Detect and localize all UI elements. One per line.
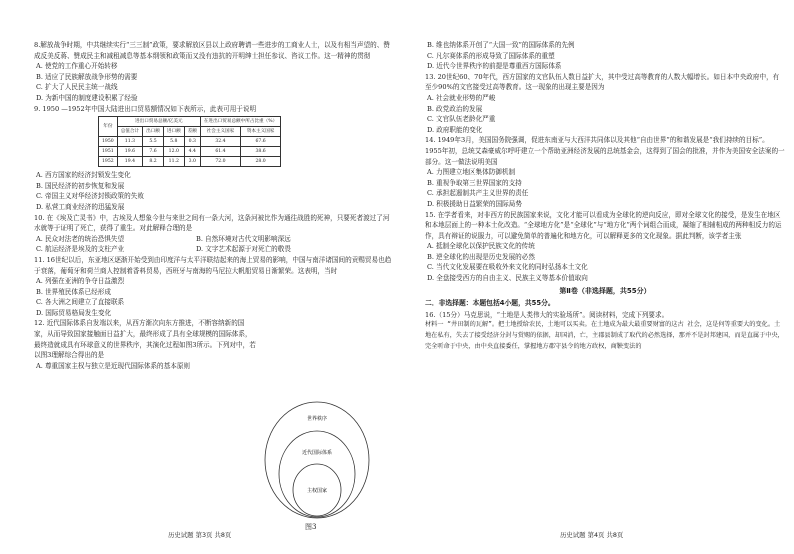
table-cell: 72.0	[200, 157, 240, 167]
question-15-stem: 15. 在学者看来，对非西方的民族国家来说，文化才能可以看成为全球化的逆向反应，即对全球文化的接受，是发生在地区和本地层面上的一种本土化改造。“全球地方化”是“全球化”与“地方化”两个词组合而成，凝缩了相辅相成的两种相反力的运作，具有辩证的说服力，可以避免简单的普遍化和地方化，可以解释更多的文化现象。据此判断，该学者主张	[425, 210, 782, 240]
q12-block	[34, 318, 256, 371]
q15-option-d[interactable]: D. 全盘接受西方的自由主义、民族主义等基本价值取向	[427, 274, 588, 283]
q15-option-a[interactable]: A. 抵制全球化以保护民族文化的传统	[427, 242, 535, 251]
question-14-stem: 14. 1949年3月，美国国务院强调，促进东南亚与大西洋共同体以及其他“自由世界”的和谐发展是“我们持续的目标”。1955年初，总统艾森豪威尔呼吁建立一个帮助亚洲经济发展的总统基金会，这得到了国会的批准，并作为美国安全法案的一部分。这一做法说明美国	[425, 136, 785, 166]
q9-option-b[interactable]: B. 国民经济的初步恢复和发展	[36, 181, 125, 190]
q12-option-d[interactable]: D. 近代今世界秩序的前提是尊重西方国际体系	[427, 62, 562, 71]
left-column	[34, 40, 394, 371]
table-cell: 19.4	[117, 157, 142, 167]
table-cell: 1952	[99, 157, 118, 167]
q8-option-c[interactable]: C. 扩大了人民民主统一战线	[36, 83, 118, 92]
table-cell: 19.6	[117, 147, 142, 157]
question-11-stem: 11. 16世纪以后，东亚地区逐渐开始受到由印度洋与太平洋联结起来的海上贸易的影响，中国与南洋诸国间的贡赐贸易也趋于衰落，葡萄牙和荷兰商人控制着香料贸易，西班牙与南海的马尼拉大帆船贸易日渐繁荣。这表明，当时	[34, 255, 392, 275]
question-16-material: 材料一 “井田制的瓦解”。把土地授给农民，土地可以买卖。在土地成为最大最重要财富的这古 社会，这是何等重要大的变化。土地在私有，失去了接受经济分封与赏赐的依据，却国消，亡，主郡县制成了取代的必然选择，那并不是封邦建国，而是直属于中央，完全听命于中央，由中央直接委任，掌握地方郡守县令的地方政权，商鞅变法的	[425, 321, 784, 350]
table-header-socialist: 社会主义国家	[200, 127, 240, 137]
q9-option-d[interactable]: D. 私营工商业经济的迅猛发展	[36, 202, 125, 211]
q14-option-b[interactable]: B. 重视争取第三世界国家的支持	[427, 178, 522, 187]
table-cell: 3.0	[184, 157, 200, 167]
q14-option-d[interactable]: D. 积极援助日益繁荣的国际局势	[427, 199, 522, 208]
table-header-export: 出口额	[143, 127, 164, 137]
q8-option-d[interactable]: D. 为新中国的制度建设积累了经验	[36, 93, 138, 102]
q11-option-c[interactable]: C. 各大洲之间建立了直接联系	[36, 298, 125, 307]
table-cell: 8.2	[143, 157, 164, 167]
table-header-year: 年份	[99, 117, 118, 137]
section-2-title: 第Ⅱ卷（非选择题，共55分）	[559, 286, 651, 295]
q15-option-c[interactable]: C. 当代文化发展要在吸收外来文化的同时弘扬本土文化	[427, 263, 588, 272]
q8-option-a[interactable]: A. 使党的工作重心开始转移	[36, 62, 118, 71]
table-group-header-share: 在进出口贸易总额中所占比重（%）	[200, 117, 280, 127]
table-header-balance: 差额	[184, 127, 200, 137]
q10-option-d[interactable]: D. 文字艺术起源于对死亡的敬畏	[196, 245, 291, 254]
q10-options-row-2	[34, 244, 394, 255]
table-cell: 28.0	[241, 157, 281, 167]
table-header-total: 总值合计	[117, 127, 142, 137]
middle-ring-international-system	[279, 431, 355, 517]
table-cell: 0.3	[184, 137, 200, 147]
q13-option-c[interactable]: C. 文官队伍老龄化严重	[427, 115, 496, 124]
q14-option-c[interactable]: C. 承担起遏制共产主义世界的责任	[427, 189, 529, 198]
table-cell: 11.2	[163, 157, 184, 167]
question-12-stem: 12. 近代国际体系自发端以来，从西方渐次向东方推进，不断容纳新的国家，从而导致国家接触面日益扩大，最终形成了具有全球规模的国际体系，最终造就成具有环球意义的世界秩序，其演化过程如图3所示。下列对中，若以图3理解综合得出的是	[34, 319, 256, 360]
table-cell: 67.6	[241, 137, 281, 147]
table-row	[99, 147, 281, 157]
ring-label-sovereign-states: 主权国家	[306, 488, 328, 494]
q11-option-d[interactable]: D. 国际贸易格局发生变化	[36, 308, 112, 317]
question-8-stem: 8.解放战争时期，中共继续实行“三三制”政策，要求解放区县以上政府聘请一些进步的工商业人士，以及有相当声望的、赞成反美反蒋、赞成民主和减租减息等基本纲领和政策而又没有违抗的开明绅士担任参议、咨议工作。这一精神的贯彻	[34, 41, 390, 60]
table-cell: 12.0	[163, 147, 184, 157]
ring-label-international-system: 近代国际体系	[301, 450, 333, 456]
question-13-stem: 13. 20世纪60、70年代，西方国家的文官队伍人数日益扩大，其中受过高等教育的人数大幅增长。如日本中央政府中，有至少90%的文官接受过高等教育。这一现象的出现主要是因为	[425, 72, 780, 92]
q10-option-a[interactable]: A. 民众对法老的统治恐惧失望	[36, 234, 125, 243]
question-16-intro: 16.（15分）马克思说，“土地是人类伟大的实验场所”。阅读材料，完成下列要求。	[425, 310, 669, 319]
q13-option-b[interactable]: B. 政党政治的发展	[427, 104, 483, 113]
trade-table	[98, 116, 281, 167]
question-9-stem: 9. 1950 —1952年中国大陆进出口贸易额情况如下表所示，此表可用于说明	[34, 104, 257, 113]
table-group-header-row	[99, 117, 281, 127]
table-cell: 32.4	[200, 137, 240, 147]
table-header-import: 进口额	[163, 127, 184, 137]
ring-label-world-order: 世界秩序	[306, 416, 328, 422]
q10-options-row-1	[34, 234, 394, 245]
table-cell: 11.3	[117, 137, 142, 147]
right-column	[425, 40, 785, 352]
q10-option-c[interactable]: C. 航运经济是埃及的支柱产业	[36, 245, 125, 254]
table-cell: 1951	[99, 147, 118, 157]
q12-option-b[interactable]: B. 维也纳体系开创了“大国一致”的国际体系的先例	[427, 41, 575, 49]
left-page-footer: 历史试题 第3页 共8页	[168, 531, 232, 539]
q11-option-a[interactable]: A. 列强在亚洲的争夺日益激烈	[36, 277, 125, 286]
figure-3-label: 图3	[305, 523, 317, 531]
q13-option-a[interactable]: A. 社会就业形势的严峻	[427, 93, 496, 102]
q14-option-a[interactable]: A. 力图建立地区集体防御机制	[427, 168, 516, 177]
figure-3-diagram	[262, 398, 372, 528]
table-cell: 4.4	[184, 147, 200, 157]
table-cell: 5.5	[143, 137, 164, 147]
q9-option-c[interactable]: C. 帝国主义对华经济封锁政策的失败	[36, 192, 144, 201]
q9-option-a[interactable]: A. 西方国家的经济封锁发生变化	[36, 171, 131, 180]
q12-option-c[interactable]: C. 凡尔赛体系的形成导致了国际体系的重塑	[427, 51, 555, 60]
q11-option-b[interactable]: B. 世界殖民体系已经形成	[36, 287, 111, 296]
table-group-header-trade: 进出口贸易总额/亿美元	[117, 117, 200, 127]
section-2-subtitle: 二．非选择题：本题包括4小题，共55分。	[425, 299, 555, 308]
table-row	[99, 157, 281, 167]
table-header-row	[99, 127, 281, 137]
question-10-stem: 10. 在《埃及亡灵书》中，古埃及人想象今世与来世之间有一条大河，这条河被比作为通往战胜的死神，只要死者渡过了河水就等于证明了死亡，获得了重生。对此解释合理的是	[34, 213, 390, 233]
table-row	[99, 137, 281, 147]
q13-option-d[interactable]: D. 政府职能的变化	[427, 125, 483, 134]
right-page-footer: 历史试题 第4页 共8页	[560, 531, 624, 539]
table-cell: 1950	[99, 137, 118, 147]
q11-options	[34, 276, 264, 318]
q8-option-b[interactable]: B. 适应了民族解放战争形势的需要	[36, 72, 138, 81]
q10-option-b[interactable]: B. 自然环境对古代文明影响深远	[196, 234, 291, 243]
table-cell: 7.6	[143, 147, 164, 157]
q15-option-b[interactable]: B. 逆全球化的出现是历史发展的必然	[427, 252, 535, 261]
table-cell: 5.8	[163, 137, 184, 147]
table-cell: 38.6	[241, 147, 281, 157]
table-cell: 61.4	[200, 147, 240, 157]
q12-option-a[interactable]: A. 尊重国家主权与独立是近现代国际体系的基本原则	[36, 361, 191, 370]
table-header-capitalist: 资本主义国家	[241, 127, 281, 137]
